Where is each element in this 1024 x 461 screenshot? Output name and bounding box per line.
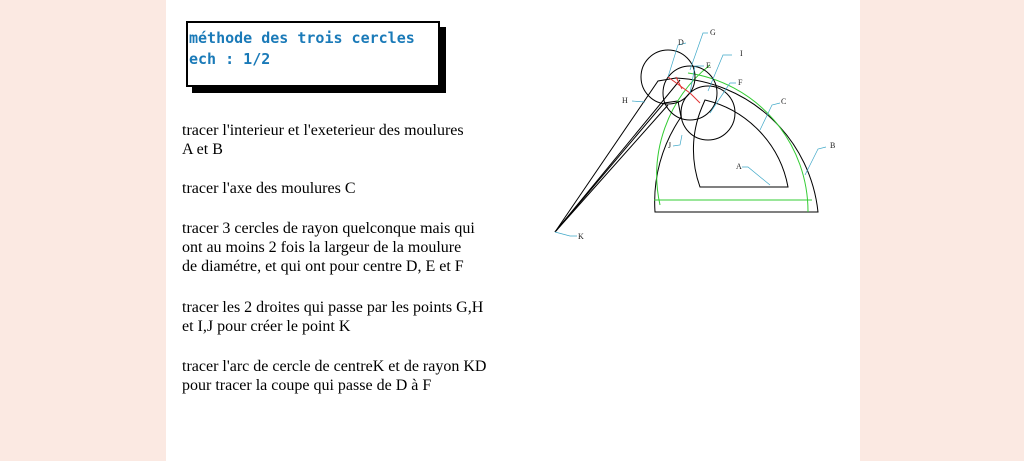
instruction-1 (182, 121, 464, 159)
instruction-4 (182, 298, 483, 336)
label-i: I (740, 49, 743, 58)
axis-arc-outer (688, 73, 808, 212)
title-method: méthode des trois cercles (189, 29, 415, 47)
instruction-line: tracer 3 cercles de rayon quelconque mais qui (182, 220, 475, 237)
moulding-outer-outline (555, 78, 818, 232)
axis-arc-inner (657, 65, 710, 205)
instruction-line: tracer l'arc de cercle de centreK et de rayon KD (182, 358, 487, 375)
instruction-line: pour tracer la coupe qui passe de D à F (182, 377, 432, 394)
instruction-line: tracer les 2 droites qui passe par les points G,H (182, 299, 484, 316)
label-b: B (830, 141, 836, 150)
instruction-line: tracer l'interieur et l'exeterieur des moulures (182, 122, 464, 139)
label-e: E (706, 61, 711, 70)
instruction-line: de diamétre, et qui ont pour centre D, E et F (182, 258, 464, 275)
instruction-5 (182, 357, 486, 395)
red-mark-2 (690, 93, 700, 103)
label-c: C (781, 97, 787, 106)
label-k: K (578, 232, 584, 241)
instruction-line: ont au moins 2 fois la largeur de la moulure (182, 239, 462, 256)
title-scale: ech : 1/2 (189, 50, 271, 68)
instruction-line: tracer l'axe des moulures C (182, 180, 356, 197)
label-d: D (678, 38, 684, 47)
instruction-3 (182, 219, 475, 276)
moulding-diagram (550, 25, 850, 245)
instruction-line: et I,J pour créer le point K (182, 318, 351, 335)
label-g: G (710, 28, 716, 37)
instruction-2 (182, 179, 355, 198)
construction-line-ij (555, 105, 668, 232)
label-h: H (622, 96, 628, 105)
label-a: A (736, 162, 742, 171)
label-j: J (668, 141, 672, 150)
label-f: F (738, 78, 743, 87)
title-box (186, 21, 440, 87)
instruction-line: A et B (182, 141, 223, 158)
